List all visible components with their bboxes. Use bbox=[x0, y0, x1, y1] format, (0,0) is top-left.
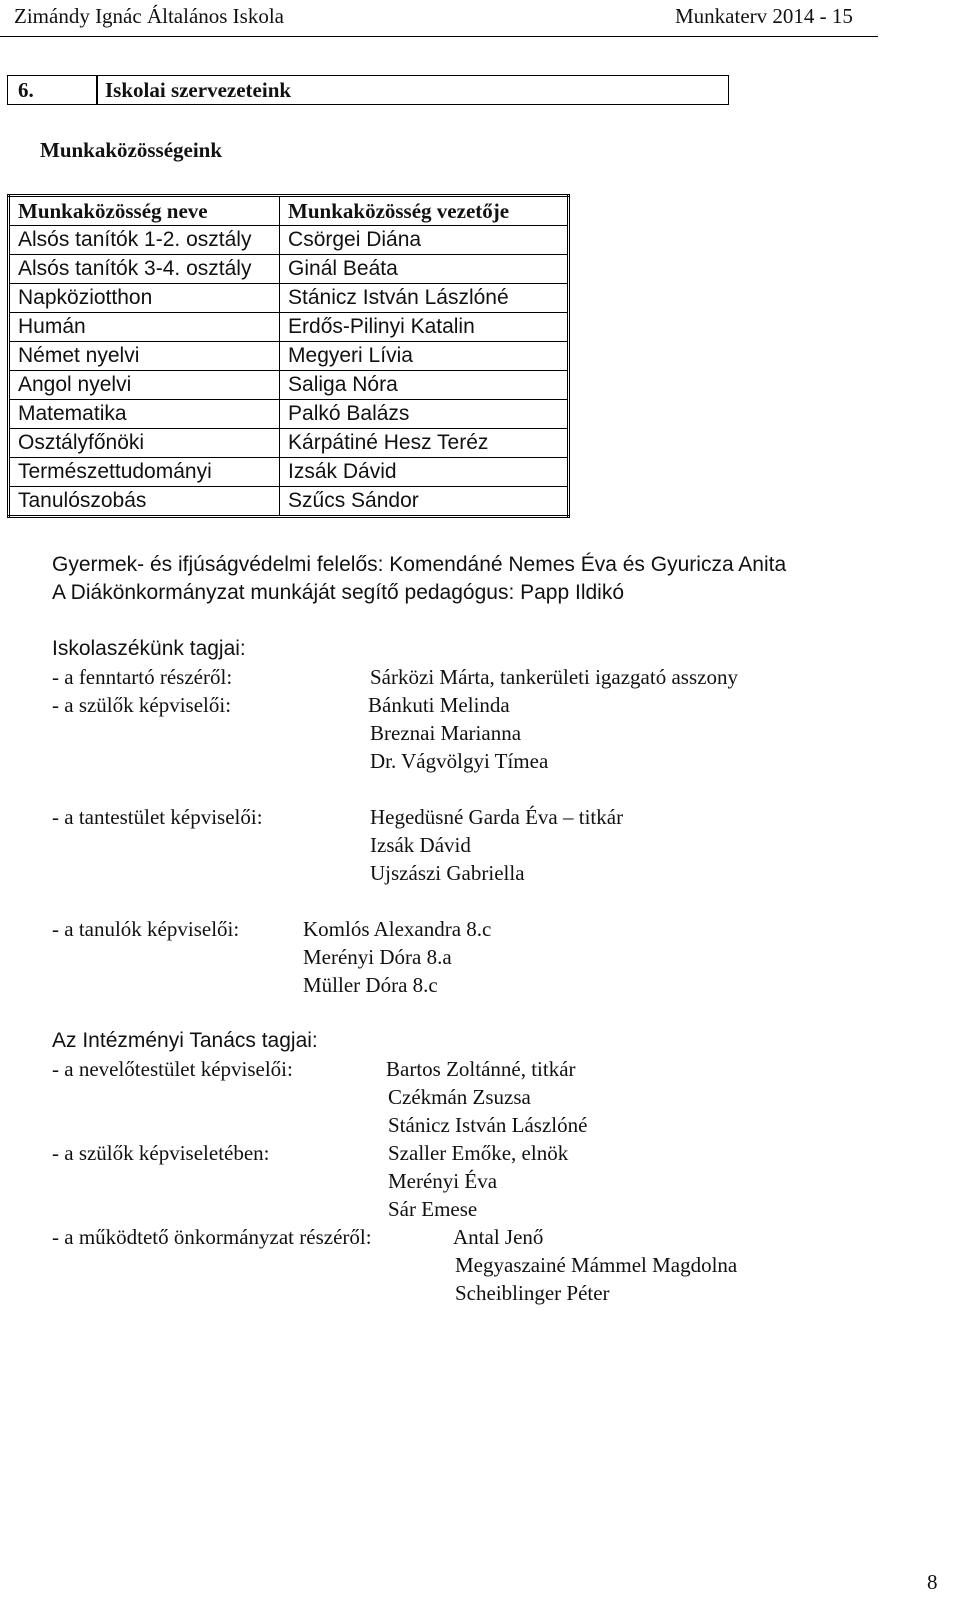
board-member: Izsák Dávid bbox=[370, 833, 471, 857]
table-header-row bbox=[9, 196, 569, 226]
community-leader: Erdős-Pilinyi Katalin bbox=[280, 313, 569, 342]
page-number: 8 bbox=[927, 1570, 938, 1594]
community-name: Angol nyelvi bbox=[9, 371, 280, 400]
board-member: Sárközi Márta, tankerületi igazgató asszony bbox=[370, 665, 738, 689]
community-name: Tanulószobás bbox=[9, 487, 280, 517]
community-leader: Saliga Nóra bbox=[280, 371, 569, 400]
board-member: Bánkuti Melinda bbox=[368, 693, 510, 717]
school-board-title: Iskolaszékünk tagjai: bbox=[52, 637, 246, 660]
board-member: Müller Dóra 8.c bbox=[303, 973, 438, 997]
header-school-name: Zimándy Ignác Általános Iskola bbox=[14, 4, 285, 28]
header-divider bbox=[0, 36, 878, 37]
council-member: Merényi Éva bbox=[388, 1169, 498, 1193]
community-name: Napköziotthon bbox=[9, 284, 280, 313]
table-row bbox=[9, 255, 569, 284]
community-name: Humán bbox=[9, 313, 280, 342]
council-member: Czékmán Zsuzsa bbox=[388, 1085, 531, 1109]
board-member: Merényi Dóra 8.a bbox=[303, 945, 452, 969]
table-row bbox=[9, 284, 569, 313]
table-row bbox=[9, 400, 569, 429]
header-plan-title: Munkaterv 2014 - 15 bbox=[675, 4, 853, 28]
section-separator bbox=[96, 76, 98, 104]
community-name: Természettudományi bbox=[9, 458, 280, 487]
community-leader: Ginál Beáta bbox=[280, 255, 569, 284]
council-member: Scheiblinger Péter bbox=[455, 1281, 610, 1305]
council-group-label: - a nevelőtestület képviselői: bbox=[52, 1057, 293, 1081]
work-communities-table bbox=[7, 194, 570, 518]
community-leader: Kárpátiné Hesz Teréz bbox=[280, 429, 569, 458]
table-row bbox=[9, 342, 569, 371]
community-leader: Szűcs Sándor bbox=[280, 487, 569, 517]
student-council-line: A Diákönkormányzat munkáját segítő pedagógus: Papp Ildikó bbox=[52, 581, 625, 604]
community-name: Német nyelvi bbox=[9, 342, 280, 371]
community-name: Osztályfőnöki bbox=[9, 429, 280, 458]
table-header-cell: Munkaközösség vezetője bbox=[280, 196, 569, 226]
council-group-label: - a működtető önkormányzat részéről: bbox=[52, 1225, 372, 1249]
section-heading-box bbox=[7, 75, 729, 105]
community-name: Alsós tanítók 3-4. osztály bbox=[9, 255, 280, 284]
board-member: Dr. Vágvölgyi Tímea bbox=[370, 749, 549, 773]
board-member: Komlós Alexandra 8.c bbox=[303, 917, 492, 941]
council-group-label: - a szülők képviseletében: bbox=[52, 1141, 270, 1165]
board-group-label: - a tanulók képviselői: bbox=[52, 917, 240, 941]
table-row bbox=[9, 487, 569, 517]
council-member: Megyaszainé Mámmel Magdolna bbox=[455, 1253, 738, 1277]
board-member: Ujszászi Gabriella bbox=[370, 861, 525, 885]
table-row bbox=[9, 313, 569, 342]
council-member: Antal Jenő bbox=[453, 1225, 544, 1249]
board-group-label: - a tantestület képviselői: bbox=[52, 805, 263, 829]
community-name: Matematika bbox=[9, 400, 280, 429]
section-number: 6. bbox=[18, 78, 34, 102]
table-row bbox=[9, 371, 569, 400]
community-leader: Csörgei Diána bbox=[280, 226, 569, 255]
board-group-label: - a szülők képviselői: bbox=[52, 693, 232, 717]
board-member: Hegedüsné Garda Éva – titkár bbox=[370, 805, 624, 829]
table-header-cell: Munkaközösség neve bbox=[9, 196, 280, 226]
board-group-label: - a fenntartó részéről: bbox=[52, 665, 233, 689]
council-member: Stánicz István Lászlóné bbox=[388, 1113, 588, 1137]
child-protection-line: Gyermek- és ifjúságvédelmi felelős: Komendáné Nemes Éva és Gyuricza Anita bbox=[52, 553, 787, 576]
council-title: Az Intézményi Tanács tagjai: bbox=[52, 1029, 318, 1052]
council-member: Sár Emese bbox=[388, 1197, 478, 1221]
table-row bbox=[9, 226, 569, 255]
community-name: Alsós tanítók 1-2. osztály bbox=[9, 226, 280, 255]
table-row bbox=[9, 458, 569, 487]
section-title: Iskolai szervezeteink bbox=[105, 78, 292, 102]
council-member: Bartos Zoltánné, titkár bbox=[386, 1057, 576, 1081]
table-row bbox=[9, 429, 569, 458]
community-leader: Stánicz István Lászlóné bbox=[280, 284, 569, 313]
board-member: Breznai Marianna bbox=[370, 721, 522, 745]
council-member: Szaller Emőke, elnök bbox=[388, 1141, 569, 1165]
community-leader: Megyeri Lívia bbox=[280, 342, 569, 371]
community-leader: Izsák Dávid bbox=[280, 458, 569, 487]
community-leader: Palkó Balázs bbox=[280, 400, 569, 429]
subheading-work-communities: Munkaközösségeink bbox=[40, 138, 223, 162]
